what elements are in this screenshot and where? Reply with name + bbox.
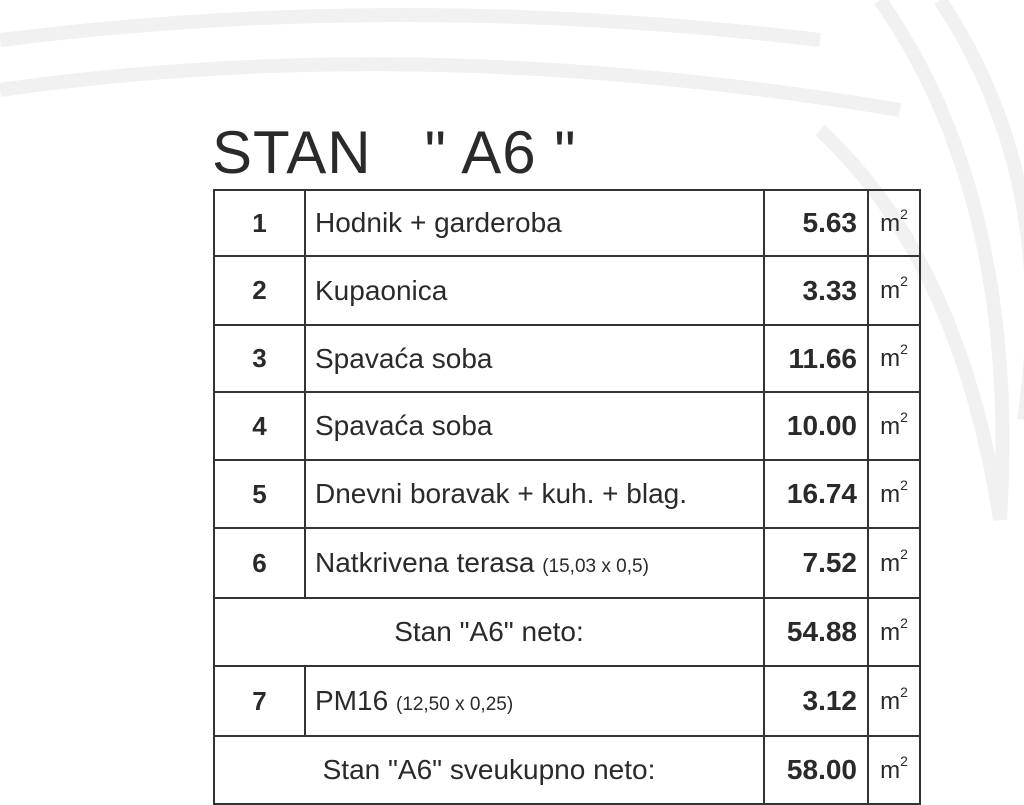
room-name-text: Dnevni boravak + kuh. + blag. bbox=[315, 478, 688, 509]
room-name-text: PM16 bbox=[315, 685, 389, 716]
room-name bbox=[305, 528, 764, 598]
area-unit: $m^2$ bbox=[868, 598, 920, 666]
area-unit: $m^2$ bbox=[868, 256, 920, 325]
table-row bbox=[214, 256, 920, 325]
room-name bbox=[305, 190, 764, 256]
room-name bbox=[305, 392, 764, 460]
table-row bbox=[214, 460, 920, 528]
table-row bbox=[214, 325, 920, 392]
room-name-text: Hodnik + garderoba bbox=[315, 207, 562, 238]
room-name-text: Natkrivena terasa bbox=[315, 547, 535, 578]
room-area-table bbox=[213, 189, 921, 805]
room-area: 3.12 bbox=[764, 666, 868, 736]
room-area: 7.52 bbox=[764, 528, 868, 598]
room-number: 4 bbox=[214, 392, 305, 460]
room-area: 10.00 bbox=[764, 392, 868, 460]
room-number: 5 bbox=[214, 460, 305, 528]
room-note: (12,50 x 0,25) bbox=[395, 694, 514, 715]
area-unit: $m^2$ bbox=[868, 190, 920, 256]
room-name bbox=[305, 325, 764, 392]
subtotal-label: Stan "A6" neto: bbox=[214, 598, 764, 666]
room-name bbox=[305, 460, 764, 528]
room-area: 16.74 bbox=[764, 460, 868, 528]
room-number: 6 bbox=[214, 528, 305, 598]
room-name-text: Kupaonica bbox=[315, 274, 448, 306]
room-number: 7 bbox=[214, 666, 305, 736]
area-unit: $m^2$ bbox=[868, 392, 920, 460]
room-number: 1 bbox=[214, 190, 305, 256]
room-area: 11.66 bbox=[764, 325, 868, 392]
area-unit: $m^2$ bbox=[868, 666, 920, 736]
room-name-text: Spavaća soba bbox=[315, 342, 493, 374]
subtotal-area: 54.88 bbox=[764, 598, 868, 666]
room-note: (15,03 x 0,5) bbox=[542, 556, 649, 577]
room-area: 5.63 bbox=[764, 190, 868, 256]
table-row bbox=[214, 666, 920, 736]
room-area: 3.33 bbox=[764, 256, 868, 325]
area-unit: $m^2$ bbox=[868, 460, 920, 528]
area-unit: $m^2$ bbox=[868, 736, 920, 804]
table-row bbox=[214, 190, 920, 256]
room-name bbox=[305, 666, 764, 736]
room-name bbox=[305, 256, 764, 325]
room-number: 2 bbox=[214, 256, 305, 325]
room-number: 3 bbox=[214, 325, 305, 392]
total-area: 58.00 bbox=[764, 736, 868, 804]
subtotal-row bbox=[214, 598, 920, 666]
total-row bbox=[214, 736, 920, 804]
area-unit: $m^2$ bbox=[868, 528, 920, 598]
room-name-text: Spavaća soba bbox=[315, 410, 493, 441]
total-label: Stan "A6" sveukupno neto: bbox=[214, 736, 764, 804]
table-row bbox=[214, 392, 920, 460]
area-unit: $m^2$ bbox=[868, 325, 920, 392]
table-row bbox=[214, 528, 920, 598]
apartment-title: STAN " A6 " bbox=[212, 119, 577, 186]
